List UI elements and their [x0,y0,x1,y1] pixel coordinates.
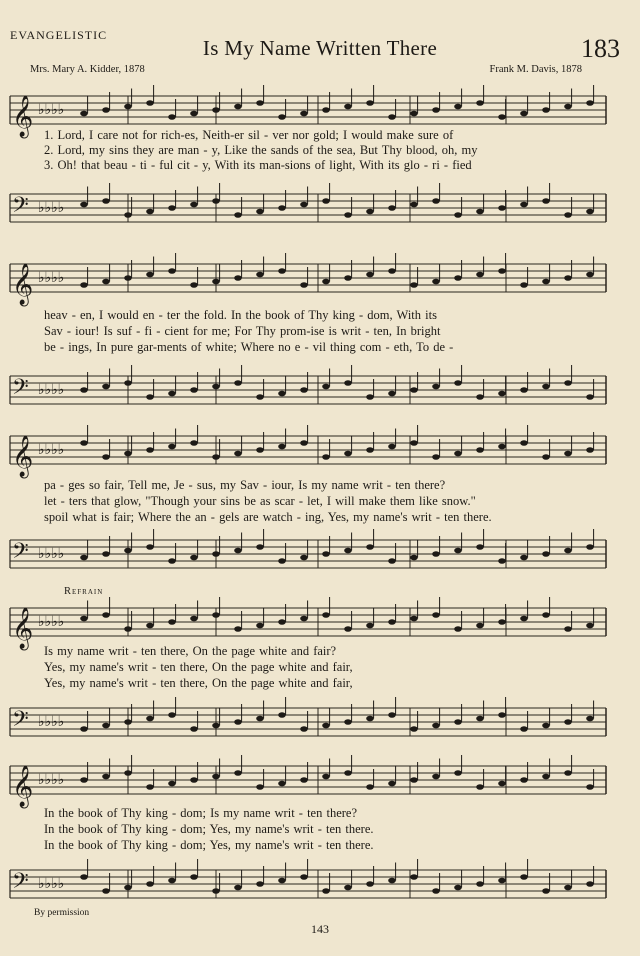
music-system-4 [0,582,640,750]
note-icon [388,558,396,564]
note-icon [366,447,374,453]
note-icon [300,777,308,783]
treble-clef-icon: 𝄞 [12,766,34,807]
note-icon [190,111,198,117]
note-icon [146,544,154,550]
note-icon [344,275,352,281]
note-icon [520,282,528,288]
note-icon [410,202,418,208]
note-icon [234,275,242,281]
note-icon [476,784,484,790]
note-icon [564,770,572,776]
note-icon [190,555,198,561]
note-icon [564,719,572,725]
refrain-label: Refrain [64,586,104,597]
note-icon [586,881,594,887]
note-icon [146,394,154,400]
note-icon [344,885,352,891]
note-icon [542,279,550,285]
note-icon [300,282,308,288]
note-icon [586,209,594,215]
music-system-5 [0,752,640,908]
note-icon [344,104,352,110]
note-icon [80,282,88,288]
note-icon [322,279,330,285]
note-icon [388,878,396,884]
note-icon [212,384,220,390]
note-icon [300,387,308,393]
bass-staff [0,184,640,244]
note-icon [278,444,286,450]
note-icon [80,111,88,117]
note-icon [146,272,154,278]
note-icon [300,440,308,446]
lyric-line: heav - en, I would en - ter the fold. In the book of Thy king - dom, With its [44,308,437,322]
note-icon [124,275,132,281]
note-icon [454,275,462,281]
note-icon [366,100,374,106]
note-icon [102,774,110,780]
key-signature-icon: ♭♭♭♭ [38,546,65,562]
note-icon [234,548,242,554]
note-icon [80,202,88,208]
note-icon [278,781,286,787]
note-icon [300,874,308,880]
note-icon [432,198,440,204]
note-icon [102,454,110,460]
lyric-line: Yes, my name's writ - ten there, On the page white and fair, [44,660,353,674]
note-icon [476,100,484,106]
note-icon [476,272,484,278]
note-icon [300,616,308,622]
note-icon [476,623,484,629]
lyric-line: Yes, my name's writ - ten there, On the page white and fair, [44,676,353,690]
note-icon [432,384,440,390]
note-icon [190,282,198,288]
note-icon [564,275,572,281]
note-icon [432,888,440,894]
note-icon [520,874,528,880]
note-icon [256,623,264,629]
note-icon [410,282,418,288]
note-icon [454,548,462,554]
bass-staff [0,366,640,426]
note-icon [102,612,110,618]
bass-clef-icon: 𝄢 [12,869,29,899]
note-icon [410,874,418,880]
lyric-line: let - ters that glow, "Though your sins be as scar - let, I will make them like snow." [44,494,476,508]
note-icon [366,623,374,629]
note-icon [322,723,330,729]
note-icon [234,626,242,632]
note-icon [454,380,462,386]
note-icon [212,454,220,460]
note-icon [102,888,110,894]
note-icon [586,272,594,278]
note-icon [454,885,462,891]
note-icon [256,544,264,550]
bass-staff [0,860,640,920]
note-icon [388,781,396,787]
note-icon [300,202,308,208]
note-icon [322,198,330,204]
note-icon [300,111,308,117]
treble-clef-icon: 𝄞 [12,96,34,137]
note-icon [564,548,572,554]
note-icon [80,555,88,561]
note-icon [322,551,330,557]
note-icon [564,380,572,386]
note-icon [234,212,242,218]
note-icon [322,612,330,618]
note-icon [344,212,352,218]
note-icon [212,107,220,113]
note-icon [190,387,198,393]
note-icon [366,716,374,722]
note-icon [564,104,572,110]
note-icon [498,114,506,120]
note-icon [410,616,418,622]
note-icon [542,774,550,780]
note-icon [432,279,440,285]
note-icon [212,774,220,780]
note-icon [564,885,572,891]
note-icon [476,394,484,400]
note-icon [146,881,154,887]
note-icon [586,447,594,453]
note-icon [520,111,528,117]
note-icon [586,394,594,400]
note-icon [388,205,396,211]
note-icon [124,885,132,891]
note-icon [586,623,594,629]
note-icon [366,544,374,550]
note-icon [410,777,418,783]
note-icon [498,205,506,211]
note-icon [146,716,154,722]
note-icon [124,770,132,776]
note-icon [542,723,550,729]
note-icon [542,888,550,894]
note-icon [146,447,154,453]
note-icon [278,114,286,120]
note-icon [168,558,176,564]
note-icon [520,440,528,446]
note-icon [256,209,264,215]
note-icon [344,770,352,776]
note-icon [498,712,506,718]
note-icon [300,726,308,732]
note-icon [564,212,572,218]
note-icon [498,558,506,564]
music-system-2 [0,250,640,422]
note-icon [498,619,506,625]
note-icon [410,726,418,732]
note-icon [168,205,176,211]
note-icon [454,212,462,218]
note-icon [146,623,154,629]
note-icon [124,380,132,386]
note-icon [520,726,528,732]
note-icon [498,781,506,787]
author-credit: Mrs. Mary A. Kidder, 1878 [30,64,145,75]
note-icon [542,384,550,390]
key-signature-icon: ♭♭♭♭ [38,614,65,630]
note-icon [432,723,440,729]
note-icon [322,107,330,113]
note-icon [498,391,506,397]
key-signature-icon: ♭♭♭♭ [38,270,65,286]
note-icon [564,626,572,632]
note-icon [256,716,264,722]
treble-staff [0,254,640,314]
bass-clef-icon: 𝄢 [12,539,29,569]
note-icon [102,279,110,285]
bass-clef-icon: 𝄢 [12,375,29,405]
note-icon [234,770,242,776]
hymn-title: Is My Name Written There [202,36,438,60]
note-icon [278,712,286,718]
note-icon [520,616,528,622]
note-icon [168,878,176,884]
bass-staff [0,698,640,758]
note-icon [256,394,264,400]
lyric-line: In the book of Thy king - dom; Yes, my name's writ - ten there. [44,822,374,836]
note-icon [542,551,550,557]
note-icon [300,555,308,561]
note-icon [80,387,88,393]
note-icon [278,558,286,564]
note-icon [278,878,286,884]
page-number: 143 [311,922,329,936]
note-icon [256,447,264,453]
note-icon [498,878,506,884]
permission-note: By permission [34,908,90,918]
note-icon [366,784,374,790]
lyric-line: 1. Lord, I care not for rich-es, Neith-er sil - ver nor gold; I would make sure of [44,128,454,142]
bass-clef-icon: 𝄢 [12,707,29,737]
note-icon [366,209,374,215]
note-icon [124,626,132,632]
note-icon [476,447,484,453]
bass-staff [0,530,640,590]
note-icon [366,394,374,400]
note-icon [212,723,220,729]
note-icon [344,451,352,457]
lyric-line: In the book of Thy king - dom; Is my name writ - ten there? [44,806,358,820]
lyric-line: Sav - iour! Is suf - fi - cient for me; For Thy prom-ise is writ - ten, In bright [44,324,441,338]
note-icon [454,104,462,110]
note-icon [542,198,550,204]
key-signature-icon: ♭♭♭♭ [38,714,65,730]
note-icon [586,100,594,106]
note-icon [102,107,110,113]
hymn-number: 183 [581,34,620,63]
note-icon [190,202,198,208]
note-icon [80,874,88,880]
note-icon [520,555,528,561]
note-icon [168,781,176,787]
note-icon [124,104,132,110]
key-signature-icon: ♭♭♭♭ [38,772,65,788]
key-signature-icon: ♭♭♭♭ [38,102,65,118]
note-icon [432,551,440,557]
note-icon [190,616,198,622]
note-icon [564,451,572,457]
note-icon [256,784,264,790]
note-icon [520,387,528,393]
note-icon [388,268,396,274]
note-icon [190,726,198,732]
note-icon [542,612,550,618]
key-signature-icon: ♭♭♭♭ [38,442,65,458]
note-icon [146,100,154,106]
note-icon [212,612,220,618]
lyric-line: be - ings, In pure gar-ments of white; Where no e - vil thing com - eth, To de - [44,340,454,354]
note-icon [432,612,440,618]
note-icon [410,555,418,561]
key-signature-icon: ♭♭♭♭ [38,382,65,398]
note-icon [234,380,242,386]
note-icon [454,770,462,776]
note-icon [190,777,198,783]
lyric-line: spoil what is fair; Where the an - gels are watch - ing, Yes, my name's writ - ten there. [44,510,492,524]
lyric-line: pa - ges so fair, Tell me, Je - sus, my Sav - iour, Is my name writ - ten there? [44,478,446,492]
note-icon [322,774,330,780]
note-icon [212,198,220,204]
bass-clef-icon: 𝄢 [12,193,29,223]
note-icon [80,777,88,783]
note-icon [542,107,550,113]
treble-staff [0,426,640,486]
note-icon [520,777,528,783]
note-icon [586,784,594,790]
note-icon [278,268,286,274]
note-icon [146,209,154,215]
note-icon [212,888,220,894]
note-icon [586,716,594,722]
note-icon [234,885,242,891]
note-icon [432,454,440,460]
note-icon [168,391,176,397]
treble-clef-icon: 𝄞 [12,608,34,649]
note-icon [234,104,242,110]
note-icon [476,209,484,215]
note-icon [278,391,286,397]
lyric-line: In the book of Thy king - dom; Yes, my name's writ - ten there. [44,838,374,852]
note-icon [278,619,286,625]
note-icon [102,551,110,557]
note-icon [102,198,110,204]
note-icon [388,712,396,718]
note-icon [344,380,352,386]
note-icon [168,114,176,120]
note-icon [168,619,176,625]
note-icon [498,268,506,274]
note-icon [124,719,132,725]
note-icon [586,544,594,550]
note-icon [102,723,110,729]
category-label: EVANGELISTIC [10,28,108,42]
note-icon [388,391,396,397]
note-icon [432,774,440,780]
note-icon [124,451,132,457]
note-icon [542,454,550,460]
note-icon [322,454,330,460]
note-icon [410,440,418,446]
note-icon [168,712,176,718]
note-icon [366,272,374,278]
treble-clef-icon: 𝄞 [12,436,34,477]
music-system-3 [0,424,640,586]
note-icon [520,202,528,208]
note-icon [366,881,374,887]
lyric-line: 2. Lord, my sins they are man - y, Like the sands of the sea, But Thy blood, oh, my [44,143,478,157]
note-icon [256,881,264,887]
note-icon [322,888,330,894]
note-icon [234,719,242,725]
note-icon [388,114,396,120]
note-icon [454,719,462,725]
note-icon [80,726,88,732]
lyric-line: Is my name writ - ten there, On the page white and fair? [44,644,337,658]
music-system-1 [0,80,640,250]
note-icon [344,719,352,725]
note-icon [476,716,484,722]
note-icon [278,205,286,211]
note-icon [454,626,462,632]
note-icon [212,279,220,285]
note-icon [322,384,330,390]
note-icon [454,451,462,457]
note-icon [146,784,154,790]
note-icon [498,444,506,450]
note-icon [476,544,484,550]
note-icon [344,626,352,632]
note-icon [168,444,176,450]
note-icon [256,272,264,278]
note-icon [410,387,418,393]
note-icon [190,440,198,446]
note-icon [256,100,264,106]
note-icon [124,548,132,554]
note-icon [388,619,396,625]
treble-clef-icon: 𝄞 [12,264,34,305]
note-icon [168,268,176,274]
note-icon [388,444,396,450]
note-icon [234,451,242,457]
note-icon [102,384,110,390]
lyric-line: 3. Oh! that beau - ti - ful cit - y, With its man-sions of light, With its glo - ri - fied [44,158,472,172]
note-icon [80,440,88,446]
composer-credit: Frank M. Davis, 1878 [489,64,582,75]
note-icon [344,548,352,554]
note-icon [190,874,198,880]
key-signature-icon: ♭♭♭♭ [38,876,65,892]
note-icon [124,212,132,218]
note-icon [432,107,440,113]
note-icon [212,551,220,557]
note-icon [410,111,418,117]
note-icon [476,881,484,887]
note-icon [80,616,88,622]
key-signature-icon: ♭♭♭♭ [38,200,65,216]
